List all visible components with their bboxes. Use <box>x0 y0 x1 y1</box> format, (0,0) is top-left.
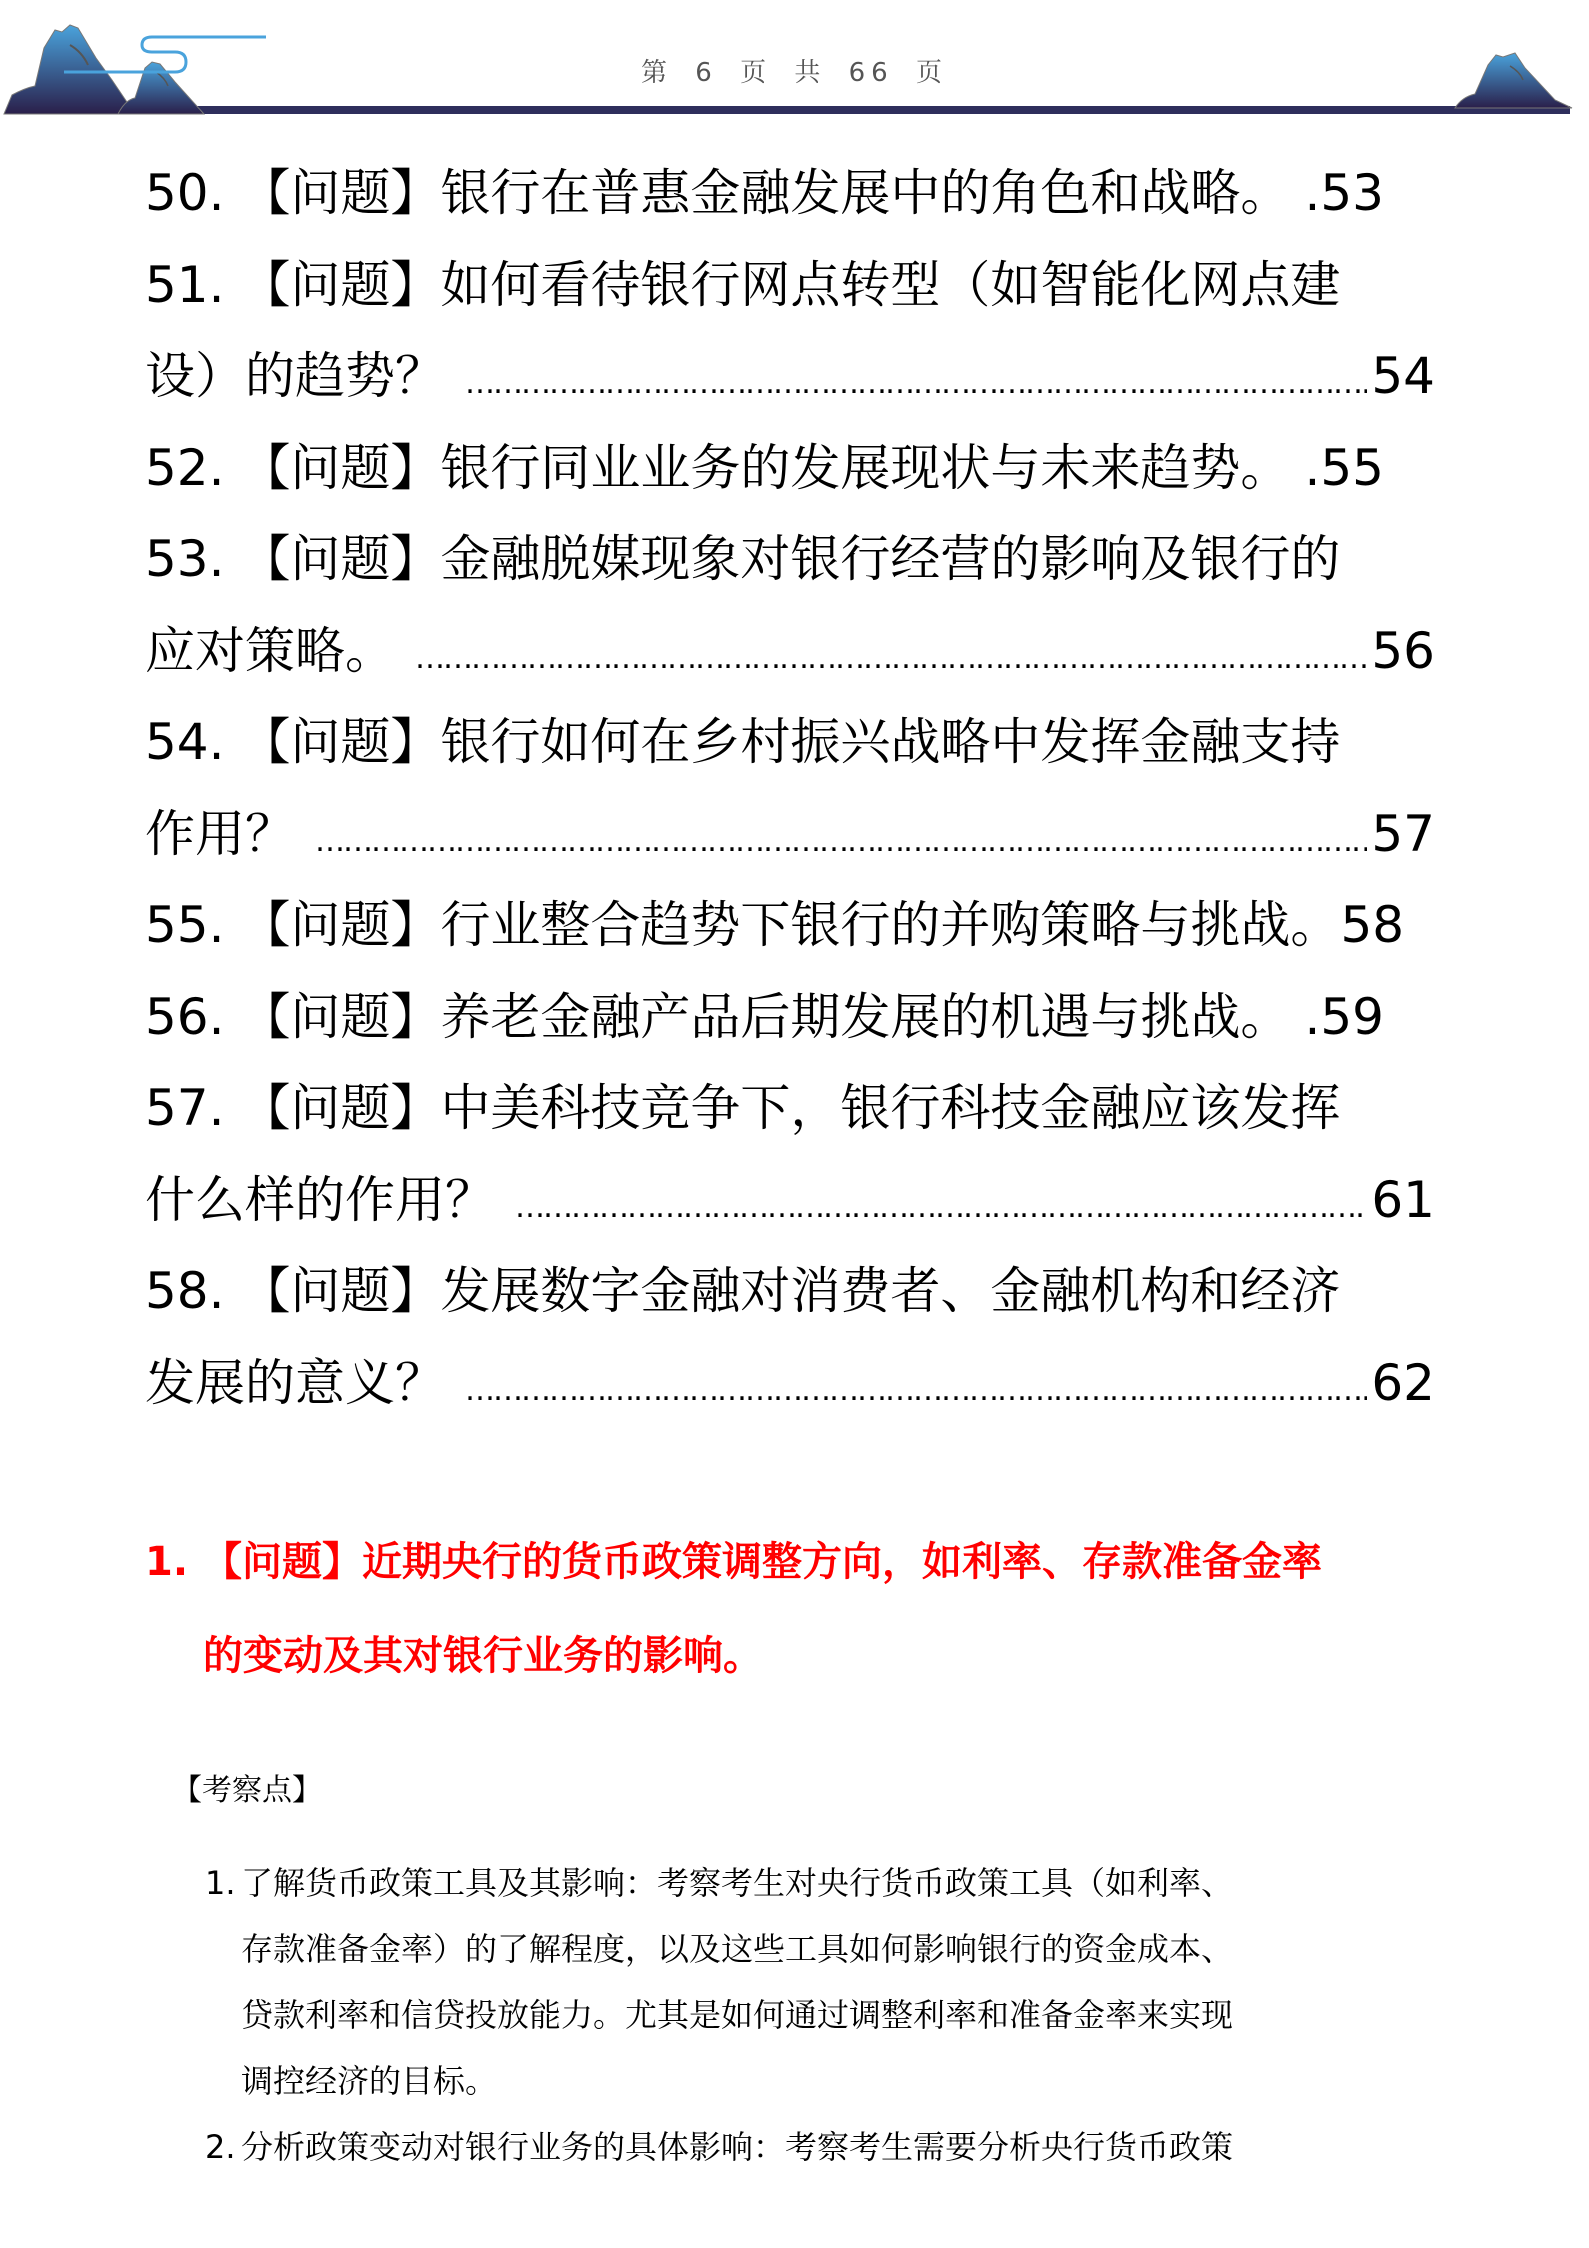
page-label: 页 <box>740 58 773 88</box>
toc-tag: 【问题】 <box>240 164 441 222</box>
toc-title-cont: 发展的意义？ <box>145 1353 445 1412</box>
total-prefix: 共 <box>794 58 827 88</box>
toc-number: 58. <box>145 1262 225 1320</box>
current-page-number: 6 <box>695 58 718 88</box>
section-heading-line-2: 的变动及其对银行业务的影响。 <box>203 1633 763 1679</box>
toc-page-number: .53 <box>1304 164 1384 222</box>
toc-title: 银行在普惠金融发展中的角色和战略。 <box>440 164 1291 222</box>
toc-tag: 【问题】 <box>240 1262 441 1320</box>
toc-entry-56[interactable] <box>145 972 1435 1064</box>
total-pages-number: 66 <box>848 58 894 88</box>
toc-title: 养老金融产品后期发展的机遇与挑战。 <box>440 987 1291 1046</box>
examination-points-label: 【考察点】 <box>172 1773 322 1808</box>
toc-number: 50. <box>145 164 225 222</box>
toc-number: 55. <box>145 896 225 954</box>
toc-number: 51. <box>145 255 225 314</box>
toc-title-cont: 什么样的作用？ <box>145 1170 495 1229</box>
toc-title: 发展数字金融对消费者、金融机构和经济 <box>440 1262 1341 1320</box>
dot-leader <box>465 1338 1367 1437</box>
toc-entry-53-cont[interactable] <box>145 606 1435 698</box>
list-item <box>205 2114 1455 2180</box>
list-item-text: 调控经济的目标。 <box>241 2062 498 2100</box>
toc-tag: 【问题】 <box>240 438 441 497</box>
list-item-number: 1. <box>205 1864 236 1902</box>
toc-entry-57-cont[interactable] <box>145 1155 1435 1247</box>
toc-tag: 【问题】 <box>240 1079 441 1137</box>
list-item-text: 存款准备金率）的了解程度，以及这些工具如何影响银行的资金成本、 <box>241 1930 1234 1968</box>
toc-entry-53[interactable] <box>145 514 1435 606</box>
toc-title: 金融脱媒现象对银行经营的影响及银行的 <box>440 530 1341 588</box>
section-heading-line-1: 1. 【问题】近期央行的货币政策调整方向，如利率、存款准备金率 <box>145 1539 1322 1585</box>
page-indicator <box>0 52 1589 89</box>
dot-leader <box>415 606 1367 705</box>
toc-page-number: 58 <box>1340 896 1405 954</box>
toc-tag: 【问题】 <box>240 255 441 314</box>
toc-page-number: 61 <box>1371 1170 1435 1229</box>
toc-title-cont: 作用？ <box>145 804 295 863</box>
toc-page-number: .59 <box>1304 987 1384 1046</box>
list-item-number: 2. <box>205 2128 236 2166</box>
toc-entry-54[interactable] <box>145 697 1435 789</box>
page-prefix: 第 <box>640 58 673 88</box>
list-item-text: 分析政策变动对银行业务的具体影响：考察考生需要分析央行货币政策 <box>241 2128 1234 2166</box>
toc-tag: 【问题】 <box>240 987 441 1046</box>
toc-number: 56. <box>145 987 225 1046</box>
toc-number: 53. <box>145 530 225 588</box>
toc-tag: 【问题】 <box>240 713 441 771</box>
dot-leader <box>515 1155 1367 1254</box>
list-item <box>205 1850 1455 2114</box>
toc-entry-58-cont[interactable] <box>145 1338 1435 1430</box>
toc-title: 中美科技竞争下，银行科技金融应该发挥 <box>440 1079 1341 1137</box>
toc-title-cont: 设）的趋势？ <box>145 347 445 405</box>
toc-entry-57[interactable] <box>145 1063 1435 1155</box>
toc-title: 如何看待银行网点转型（如智能化网点建 <box>440 255 1341 314</box>
toc-title: 银行如何在乡村振兴战略中发挥金融支持 <box>440 713 1341 771</box>
toc-page-number: 62 <box>1371 1353 1435 1412</box>
examination-points-list <box>205 1850 1455 2180</box>
toc-title: 行业整合趋势下银行的并购策略与挑战。 <box>440 896 1341 954</box>
section-heading <box>145 1515 1445 1703</box>
toc-entry-54-cont[interactable] <box>145 789 1435 881</box>
toc-number: 52. <box>145 438 225 497</box>
page-suffix: 页 <box>916 58 949 88</box>
toc-tag: 【问题】 <box>240 530 441 588</box>
toc-page-number: 54 <box>1371 347 1435 405</box>
page-header <box>0 0 1589 120</box>
toc-tag: 【问题】 <box>240 896 441 954</box>
dot-leader <box>315 789 1367 888</box>
toc-number: 57. <box>145 1079 225 1137</box>
toc-title: 银行同业业务的发展现状与未来趋势。 <box>440 438 1291 497</box>
toc-entry-55[interactable] <box>145 880 1435 972</box>
toc-page-number: .55 <box>1304 438 1384 497</box>
table-of-contents <box>145 148 1445 1429</box>
toc-title-cont: 应对策略。 <box>145 621 395 680</box>
toc-page-number: 57 <box>1371 804 1435 863</box>
list-item-text: 贷款利率和信贷投放能力。尤其是如何通过调整利率和准备金率来实现 <box>241 1996 1234 2034</box>
toc-entry-51[interactable] <box>145 240 1435 332</box>
toc-entry-52[interactable] <box>145 423 1435 515</box>
toc-page-number: 56 <box>1371 621 1435 680</box>
toc-entry-51-cont[interactable] <box>145 331 1435 423</box>
dot-leader <box>465 331 1367 430</box>
toc-number: 54. <box>145 713 225 771</box>
toc-entry-50[interactable] <box>145 148 1435 240</box>
list-item-text: 了解货币政策工具及其影响：考察考生对央行货币政策工具（如利率、 <box>241 1864 1234 1902</box>
toc-entry-58[interactable] <box>145 1246 1435 1338</box>
